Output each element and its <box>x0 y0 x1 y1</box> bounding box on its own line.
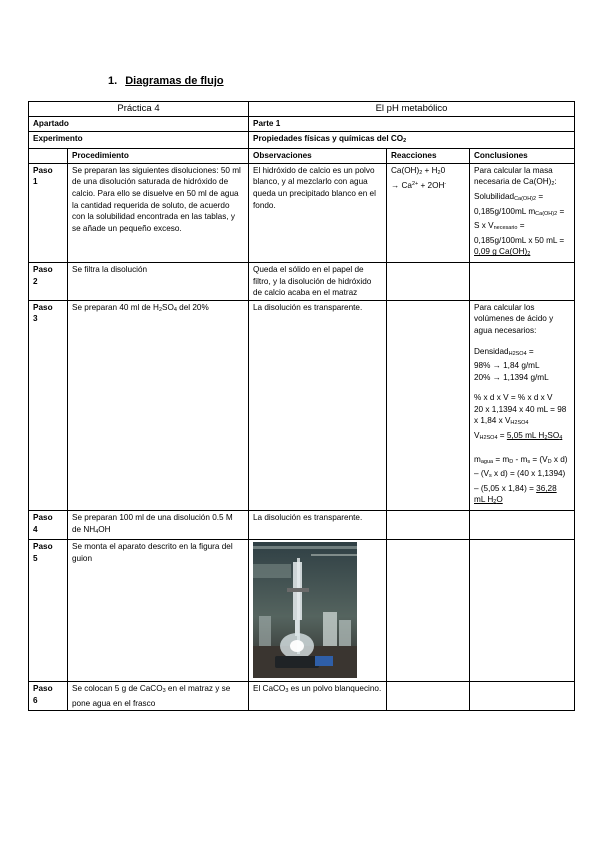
step-observaciones <box>249 540 387 682</box>
column-header-observaciones: Observaciones <box>249 149 387 164</box>
step-observaciones: El CaCO3 es un polvo blanquecino. <box>249 682 387 711</box>
step-label: Paso 1 <box>29 163 68 262</box>
step-reaccion <box>387 262 470 300</box>
table-header-row <box>29 102 575 117</box>
column-header-procedimiento: Procedimiento <box>68 149 249 164</box>
step-conclusion <box>470 540 575 682</box>
step-procedimiento: Se monta el aparato descrito en la figura del guion <box>68 540 249 682</box>
table-row <box>29 682 575 711</box>
column-header-reacciones: Reacciones <box>387 149 470 164</box>
step-reaccion: Ca(OH)2 + H20 → $Ca^{2+} + 2OH^-$ <box>387 163 470 262</box>
step-reaccion <box>387 682 470 711</box>
step-conclusion <box>470 262 575 300</box>
apparatus-photo <box>253 542 357 678</box>
column-header-conclusiones: Conclusiones <box>470 149 575 164</box>
step-conclusion: Para calcular los volúmenes de ácido y agua necesarios: DensidadH2SO4 = 98% → 1,84 g/mL 20% → 1,1394 g/mL % x d x V = % x d x V 20 x 1,1394 x 40 mL = 98 x 1,84 x VH2SO4 VH2SO4 = 5,05 mL H2SO4 magua = mD - ms = (VD x d) – (Vs x d) = (40 x 1,1394) – (5,05 x 1,84) = 36,28 mL H2O <box>470 300 575 510</box>
step-reaccion <box>387 511 470 540</box>
step-reaccion <box>387 300 470 510</box>
section-title: Diagramas de flujo <box>125 75 224 87</box>
apartado-value: Parte 1 <box>249 117 575 132</box>
step-procedimiento: Se preparan las siguientes disoluciones: 50 ml de una disolución saturada de hidróxido de calcio. Para ello se disuelve en 50 ml de agua la cantidad requerida de soluto, de acuerdo con la solubilidad encontrada en las tablas, y se añade un pequeño exceso. <box>68 163 249 262</box>
step-procedimiento: Se filtra la disolución <box>68 262 249 300</box>
step-procedimiento: Se colocan 5 g de CaCO3 en el matraz y se pone agua en el frasco <box>68 682 249 711</box>
table-row <box>29 511 575 540</box>
table-row <box>29 300 575 510</box>
step-label: Paso 4 <box>29 511 68 540</box>
experimento-row <box>29 131 575 149</box>
practice-label: Práctica 4 <box>29 102 249 117</box>
step-observaciones: El hidróxido de calcio es un polvo blanco, y al mezclarlo con agua queda un precipitado blanco en el fondo. <box>249 163 387 262</box>
step-label: Paso 5 <box>29 540 68 682</box>
step-observaciones: La disolución es transparente. <box>249 300 387 510</box>
step-label: Paso 2 <box>29 262 68 300</box>
section-heading <box>108 75 224 87</box>
table-row <box>29 262 575 300</box>
step-label: Paso 6 <box>29 682 68 711</box>
step-procedimiento: Se preparan 40 ml de H2SO4 del 20% <box>68 300 249 510</box>
apartado-label: Apartado <box>29 117 249 132</box>
table-row <box>29 540 575 682</box>
step-observaciones: La disolución es transparente. <box>249 511 387 540</box>
step-reaccion <box>387 540 470 682</box>
practice-title: El pH metabólico <box>249 102 575 117</box>
step-label: Paso 3 <box>29 300 68 510</box>
section-number: 1. <box>108 75 118 87</box>
apartado-row <box>29 117 575 132</box>
column-header-row <box>29 149 575 164</box>
step-conclusion <box>470 511 575 540</box>
flow-diagram-table <box>28 101 575 711</box>
experimento-value: Propiedades físicas y químicas del CO2 <box>249 131 575 149</box>
table-row <box>29 163 575 262</box>
step-conclusion: Para calcular la masa necesaria de Ca(OH)2: SolubilidadCa(OH)2 = 0,185g/100mL mCa(OH)2 = S x Vnecesario = 0,185g/100mL x 50 mL = 0,09 g Ca(OH)2 <box>470 163 575 262</box>
step-observaciones: Queda el sólido en el papel de filtro, y la disolución de hidróxido de calcio acaba en el matraz <box>249 262 387 300</box>
step-procedimiento: Se preparan 100 ml de una disolución 0.5 M de NH4OH <box>68 511 249 540</box>
experimento-label: Experimento <box>29 131 249 149</box>
step-conclusion <box>470 682 575 711</box>
